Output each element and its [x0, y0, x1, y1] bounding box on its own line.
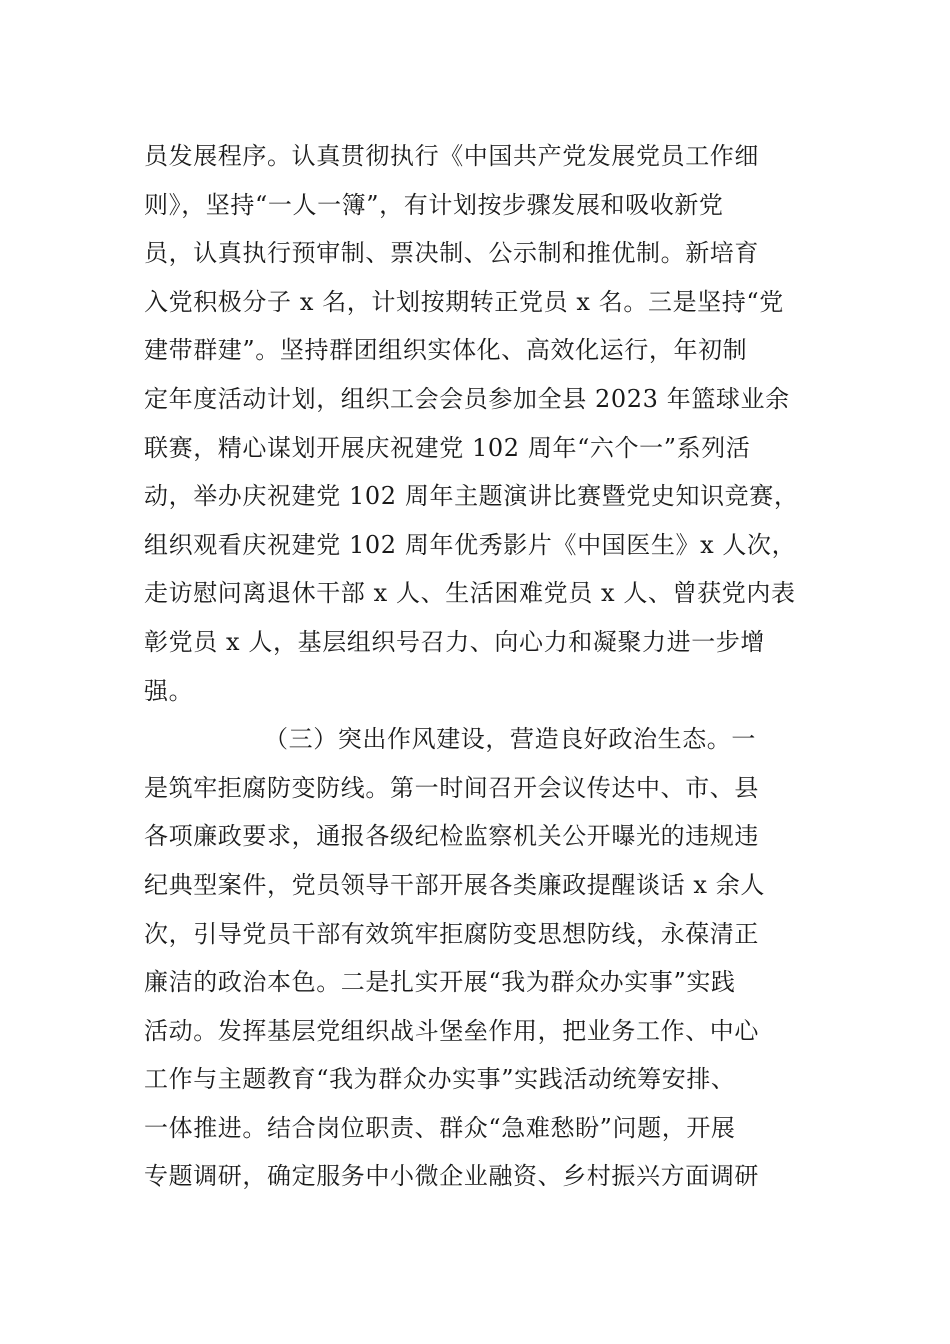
body-text: [144, 132, 844, 1201]
text-line: 组织观看庆祝建党 102 周年优秀影片《中国医生》x 人次，: [144, 530, 797, 559]
text-line: 强。: [144, 676, 194, 705]
text-line: 纪典型案件，党员领导干部开展各类廉政提醒谈话 x 余人: [144, 870, 765, 899]
text-line: 入党积极分子 x 名，计划按期转正党员 x 名。三是坚持“党: [144, 287, 784, 316]
text-line: 一体推进。结合岗位职责、群众“急难愁盼”问题，开展: [144, 1113, 736, 1142]
text-line: 活动。发挥基层党组织战斗堡垒作用，把业务工作、中心: [144, 1016, 759, 1045]
text-line: 员发展程序。认真贯彻执行《中国共产党发展党员工作细: [144, 142, 759, 170]
text-line: 各项廉政要求，通报各级纪检监察机关公开曝光的违规违: [144, 822, 759, 851]
text-line: 员，认真执行预审制、票决制、公示制和推优制。新培育: [144, 239, 759, 268]
text-line: 则》，坚持“一人一簿”，有计划按步骤发展和吸收新党: [144, 190, 724, 219]
text-line: 走访慰问离退休干部 x 人、生活困难党员 x 人、曾获党内表: [144, 579, 796, 608]
text-line: 廉洁的政治本色。二是扎实开展“我为群众办实事”实践: [144, 968, 736, 997]
text-line: 专题调研，确定服务中小微企业融资、乡村振兴方面调研: [144, 1162, 759, 1191]
text-line: 建带群建”。坚持群团组织实体化、高效化运行，年初制: [144, 336, 748, 365]
text-line: 是筑牢拒腐防变防线。第一时间召开会议传达中、市、县: [144, 773, 759, 802]
text-line: 彰党员 x 人，基层组织号召力、向心力和凝聚力进一步增: [144, 627, 765, 656]
text-line: 工作与主题教育“我为群众办实事”实践活动统筹安排、: [144, 1065, 736, 1094]
text-line: 定年度活动计划，组织工会会员参加全县 2023 年篮球业余: [144, 384, 790, 413]
section-heading-line: （三）突出作风建设，营造良好政治生态。一: [264, 725, 756, 754]
text-line: 次，引导党员干部有效筑牢拒腐防变思想防线，永葆清正: [144, 919, 759, 948]
text-line: 联赛，精心谋划开展庆祝建党 102 周年“六个一”系列活: [144, 433, 751, 462]
text-line: 动，举办庆祝建党 102 周年主题演讲比赛暨党史知识竞赛，: [144, 482, 799, 511]
